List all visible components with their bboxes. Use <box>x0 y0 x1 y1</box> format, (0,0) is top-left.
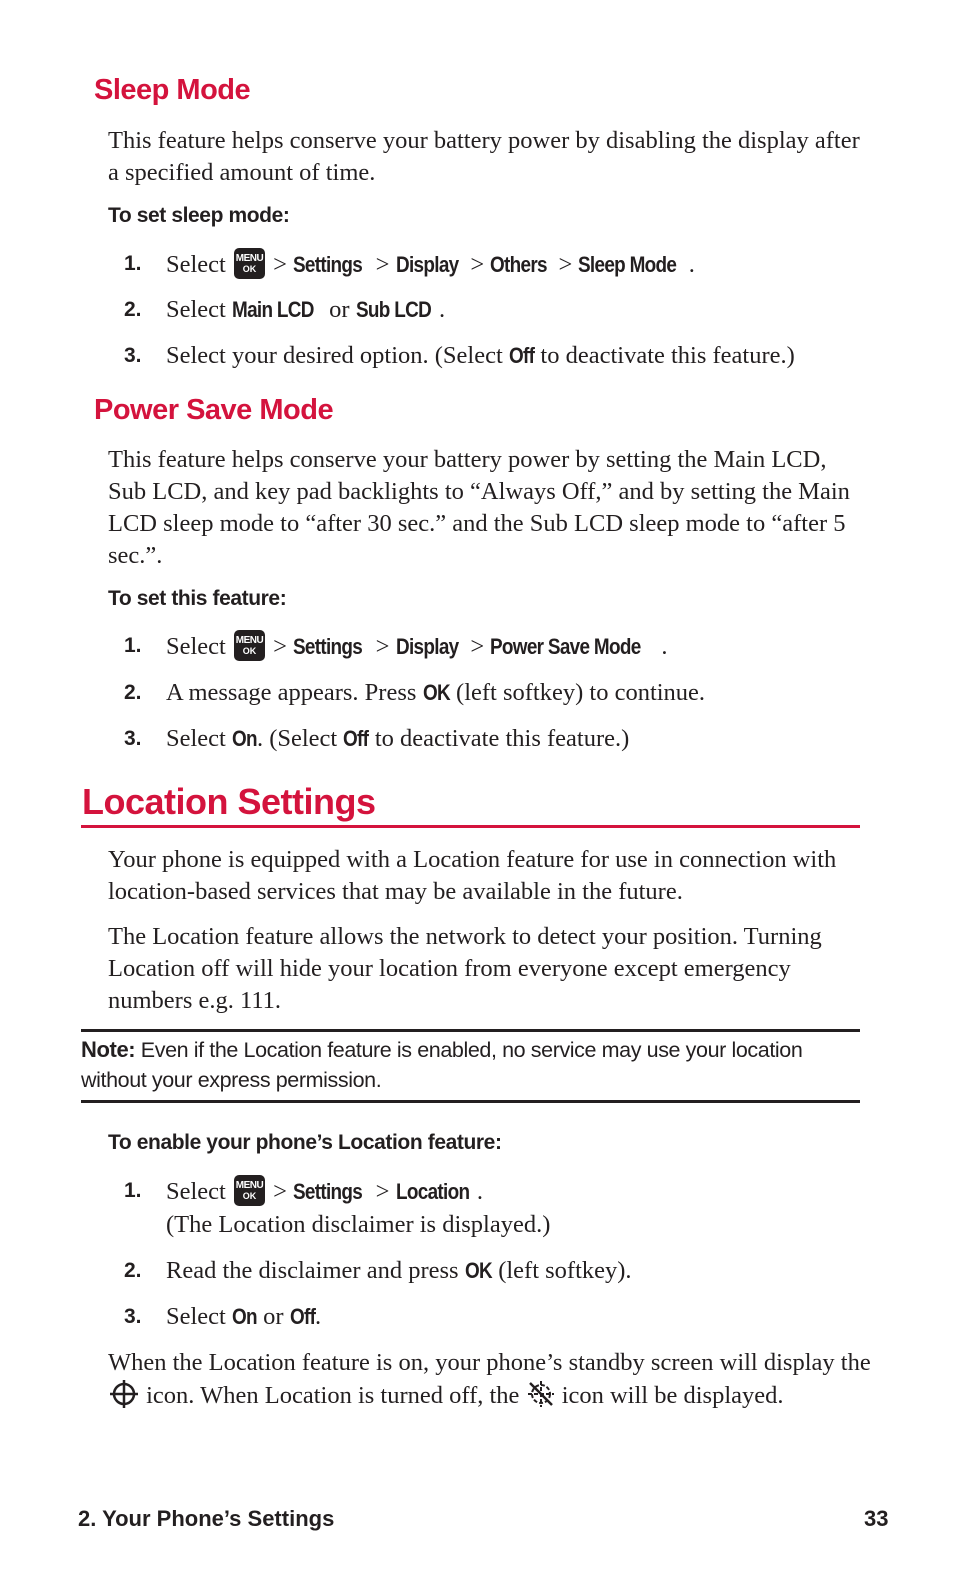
location-subhead: To enable your phone’s Location feature: <box>108 1131 502 1154</box>
step-text: Select your desired option. (Select Off to deactivate this feature.) <box>166 340 795 372</box>
location-step-1 <box>0 1175 954 1241</box>
location-step-2 <box>0 1255 954 1287</box>
menu-ok-key-icon: MENU OK <box>234 1175 265 1206</box>
sleep-mode-subhead: To set sleep mode: <box>108 204 290 227</box>
location-off-icon <box>526 1379 556 1418</box>
sleep-step-2 <box>0 294 954 326</box>
step-text: Select On. (Select Off to deactivate this feature.) <box>166 723 629 755</box>
sleep-step-3 <box>0 340 954 372</box>
power-step-3 <box>0 723 954 755</box>
option-sub-lcd: Sub LCD <box>355 297 431 322</box>
location-closing: When the Location feature is on, your phone’s standby screen will display the icon. When Location is turned off, the icon will be displayed. <box>108 1347 878 1418</box>
step-number: 1. <box>124 634 142 657</box>
location-settings-heading: Location Settings <box>82 781 376 822</box>
option-on: On <box>232 1304 257 1329</box>
step-prefix: Select <box>166 251 226 278</box>
option-on: On <box>232 726 257 751</box>
location-para-2: The Location feature allows the network to detect your position. Turning Location off will hide your location from everyone except emergency numbers e.g. 111. <box>108 923 822 1014</box>
option-off: Off <box>343 726 369 751</box>
step-number: 3. <box>124 344 142 367</box>
note-top-rule <box>81 1029 860 1032</box>
sleep-step-1 <box>0 248 954 280</box>
note-bottom-rule <box>81 1100 860 1103</box>
menu-ok-key-icon: MENU OK <box>234 248 265 279</box>
power-step-2 <box>0 677 954 709</box>
option-off: Off <box>508 343 535 368</box>
step-text: Select On or Off. <box>166 1301 321 1333</box>
step-number: 3. <box>124 1305 142 1328</box>
menu-settings: Settings <box>293 634 363 659</box>
menu-location: Location <box>395 1179 469 1204</box>
option-off: Off <box>289 1304 315 1329</box>
menu-display: Display <box>395 634 459 659</box>
step-number: 2. <box>124 1259 142 1282</box>
note-box <box>81 1035 861 1095</box>
sleep-mode-intro: This feature helps conserve your battery power by disabling the display after a specified amount of time. <box>108 127 860 186</box>
step-number: 2. <box>124 298 142 321</box>
menu-power-save-mode: Power Save Mode <box>490 634 641 659</box>
step-text: A message appears. Press OK (left softkey) to continue. <box>166 677 705 709</box>
heading-divider <box>81 825 860 828</box>
step-text: Select Main LCD or Sub LCD . <box>166 294 445 326</box>
power-save-intro: This feature helps conserve your battery power by setting the Main LCD, Sub LCD, and key pad backlights to “Always Off,” and by setting the Main LCD sleep mode to “after 30 sec.” and the Sub LCD sleep mode to “after 5 sec.”. <box>108 446 850 569</box>
step-text: Read the disclaimer and press OK (left softkey). <box>166 1255 632 1287</box>
menu-settings: Settings <box>293 1179 363 1204</box>
step-number: 1. <box>124 1179 142 1202</box>
step-text: Select MENU OK > Settings > Display > Others > Sleep Mode . <box>166 248 695 281</box>
power-save-heading: Power Save Mode <box>94 394 334 426</box>
step-note: (The Location disclaimer is displayed.) <box>166 1211 551 1238</box>
key-ok: OK <box>464 1258 492 1283</box>
location-para-1: Your phone is equipped with a Location feature for use in connection with location-based services that may be available in the future. <box>108 846 837 905</box>
menu-display: Display <box>395 252 459 277</box>
note-label: Note: <box>81 1037 136 1062</box>
menu-settings: Settings <box>293 252 363 277</box>
menu-ok-key-icon: MENU OK <box>234 630 265 661</box>
step-number: 1. <box>124 252 142 275</box>
step-number: 3. <box>124 727 142 750</box>
page-number: 33 <box>864 1506 889 1531</box>
option-main-lcd: Main LCD <box>232 297 314 322</box>
step-text: Select MENU OK > Settings > Display > Power Save Mode . <box>166 630 668 663</box>
location-on-icon <box>108 1379 140 1418</box>
note-text: Even if the Location feature is enabled, no service may use your location without your express permission. <box>81 1038 803 1092</box>
menu-sleep-mode: Sleep Mode <box>578 252 677 277</box>
menu-others: Others <box>490 252 548 277</box>
footer-section: 2. Your Phone’s Settings <box>78 1506 335 1531</box>
location-step-3 <box>0 1301 954 1333</box>
key-ok: OK <box>422 680 450 705</box>
step-text: Select MENU OK > Settings > Location . <box>166 1175 483 1208</box>
step-number: 2. <box>124 681 142 704</box>
power-save-subhead: To set this feature: <box>108 587 287 610</box>
sleep-mode-heading: Sleep Mode <box>94 74 251 106</box>
power-step-1 <box>0 630 954 662</box>
